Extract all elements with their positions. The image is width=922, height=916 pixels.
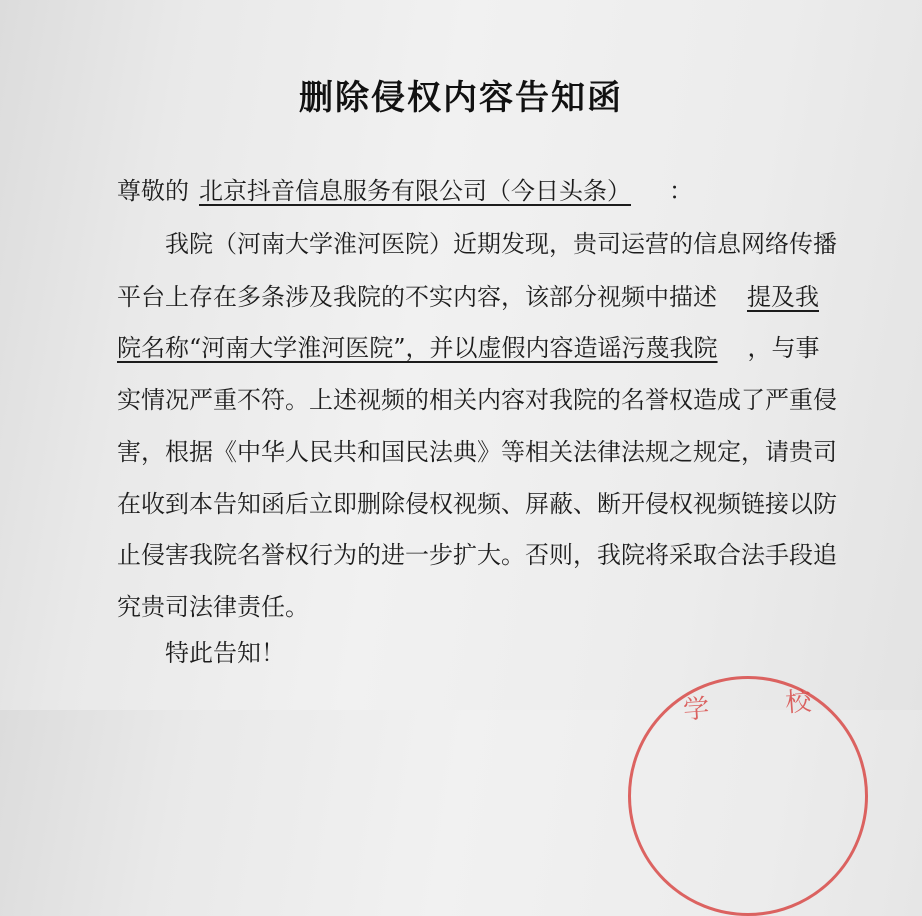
body-line-8: 究贵司法律责任。 [117,593,309,621]
salutation-line [117,176,693,206]
body-line-2-text: 平台上存在多条涉及我院的不实内容，该部分视频中描述 [117,283,717,311]
body-line-5: 害，根据《中华人民共和国民法典》等相关法律法规之规定，请贵司 [117,438,837,466]
closing-line: 特此告知！ [165,639,285,667]
salutation-recipient [189,177,659,205]
body-line-7: 止侵害我院名誉权行为的进一步扩大。否则，我院将采取合法手段追 [117,541,837,569]
body-line-2 [117,282,819,312]
underlined-text-2: 院名称“河南大学淮河医院”，并以虚假内容造谣污蔑我院 [117,334,718,362]
body-line-6: 在收到本告知函后立即删除侵权视频、屏蔽、断开侵权视频链接以防 [117,490,837,518]
underlined-text-1: 提及我 [747,283,819,311]
salutation-prefix: 尊敬的 [117,177,189,205]
letter-title: 删除侵权内容告知函 [299,78,623,118]
seal-text: 学 校 [682,684,847,726]
recipient-name: 北京抖音信息服务有限公司（今日头条） [199,177,631,205]
body-line-1: 我院（河南大学淮河医院）近期发现，贵司运营的信息网络传播 [165,230,837,258]
body-line-3 [117,333,820,363]
body-line-4: 实情况严重不符。上述视频的相关内容对我院的名誉权造成了严重侵 [117,386,837,414]
underlined-fill-end [117,334,748,362]
salutation-colon: ： [669,177,693,205]
underlined-fill-start [717,283,819,311]
body-line-3-text: ，与事 [747,334,820,362]
